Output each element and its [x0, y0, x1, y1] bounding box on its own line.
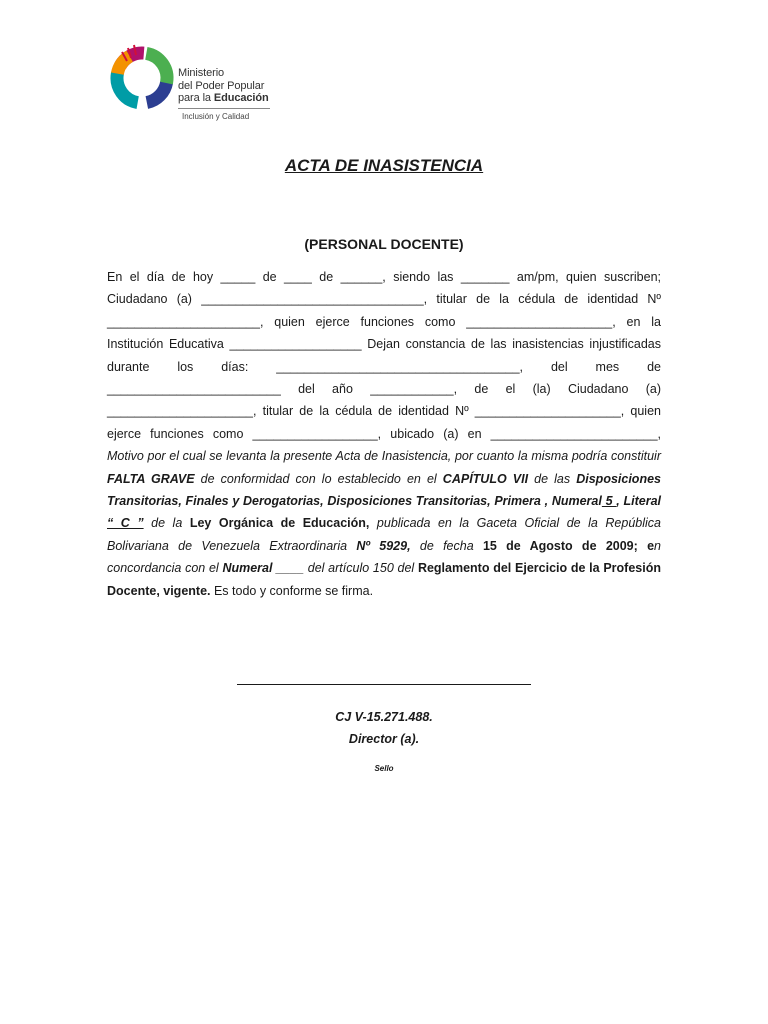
logo-divider	[178, 108, 270, 109]
p2-numeral-value: 5	[601, 494, 617, 509]
p2-comma: ,	[616, 494, 620, 509]
p2-text-7: ,	[540, 494, 552, 509]
ministry-name-line3-bold: Educación	[213, 92, 269, 104]
p2-closing: Es todo y conforme se firma.	[210, 583, 374, 598]
p2-capitulo: CAPÍTULO VII	[442, 471, 529, 486]
p2-gaceta-number: Nº 5929,	[356, 538, 411, 553]
ministry-logo	[106, 42, 306, 126]
document-subtitle: (PERSONAL DOCENTE)	[304, 236, 464, 252]
p2-reglamento: Reglamento del Ejercicio de la Profesión Docente, vigente.	[107, 561, 661, 598]
paragraph-2	[107, 445, 661, 602]
ministry-name-line2: del Poder Popular	[178, 79, 265, 92]
signer-id: CJ V-15.271.488.	[335, 710, 433, 724]
p2-literal: Literal	[623, 494, 662, 509]
p2-text-13: de la	[143, 516, 190, 531]
document-body	[107, 266, 661, 602]
p2-fecha: 15 de Agosto de 2009; e	[482, 538, 655, 553]
paragraph-1: En el día de hoy _____ de ____ de ______, siendo las _______ am/pm, quien suscriben; Ciudadano (a) ________________________________, titular de la cédula de identidad Nº ______________________, quien ejerce funciones como _____________________, en la Institución Educativa ___________________ Dejan constancia de las inasistencias injustificadas durante los días: ___________________________________, del mes de _________________________ del año ____________, de el (la) Ciudadano (a) _____________________, titular de la cédula de identidad Nº _____________________, quien ejerce funciones como __________________, ubicado (a) en ________________________,	[107, 270, 661, 441]
p2-text-3: de conformidad con lo establecido en el	[194, 471, 443, 486]
p2-ley-organica: Ley Orgánica de Educación,	[189, 516, 370, 531]
p2-text-15: publicada en la Gaceta Oficial de la República Bolivariana de Venezuela Extraordinaria	[107, 516, 661, 553]
ministry-name	[178, 67, 269, 105]
p2-literal-value: “ C ”	[107, 516, 144, 531]
stamp-label: Sello	[374, 764, 394, 773]
ministry-slogan: Inclusión y Calidad	[182, 112, 250, 121]
ministry-emblem-icon	[106, 42, 176, 112]
p2-text-5: de las	[528, 471, 577, 486]
p2-falta-grave: FALTA GRAVE	[107, 471, 195, 486]
ministry-name-line1: Ministerio	[178, 67, 225, 79]
p2-text-17: de fecha	[410, 538, 483, 553]
p2-text-19: n concordancia con el	[107, 538, 661, 576]
p2-text-22: del artículo 150 del	[304, 561, 418, 576]
p2-numeral-blank: ____	[272, 561, 305, 576]
p2-numeral-2: Numeral	[222, 561, 273, 576]
signature-line	[237, 684, 531, 685]
p2-text-1: Motivo por el cual se levanta la presente Acta de Inasistencia, por cuanto la misma podría constituir	[107, 449, 661, 464]
document-title: ACTA DE INASISTENCIA	[284, 156, 484, 175]
ministry-name-line3	[178, 92, 269, 105]
signer-role: Director (a).	[348, 732, 420, 746]
ministry-name-line3-pre: para la	[178, 92, 214, 104]
p2-numeral: Numeral	[551, 494, 602, 509]
p2-disposiciones: Disposiciones Transitorias, Finales y Derogatorias, Disposiciones Transitorias, Primera	[107, 471, 661, 509]
